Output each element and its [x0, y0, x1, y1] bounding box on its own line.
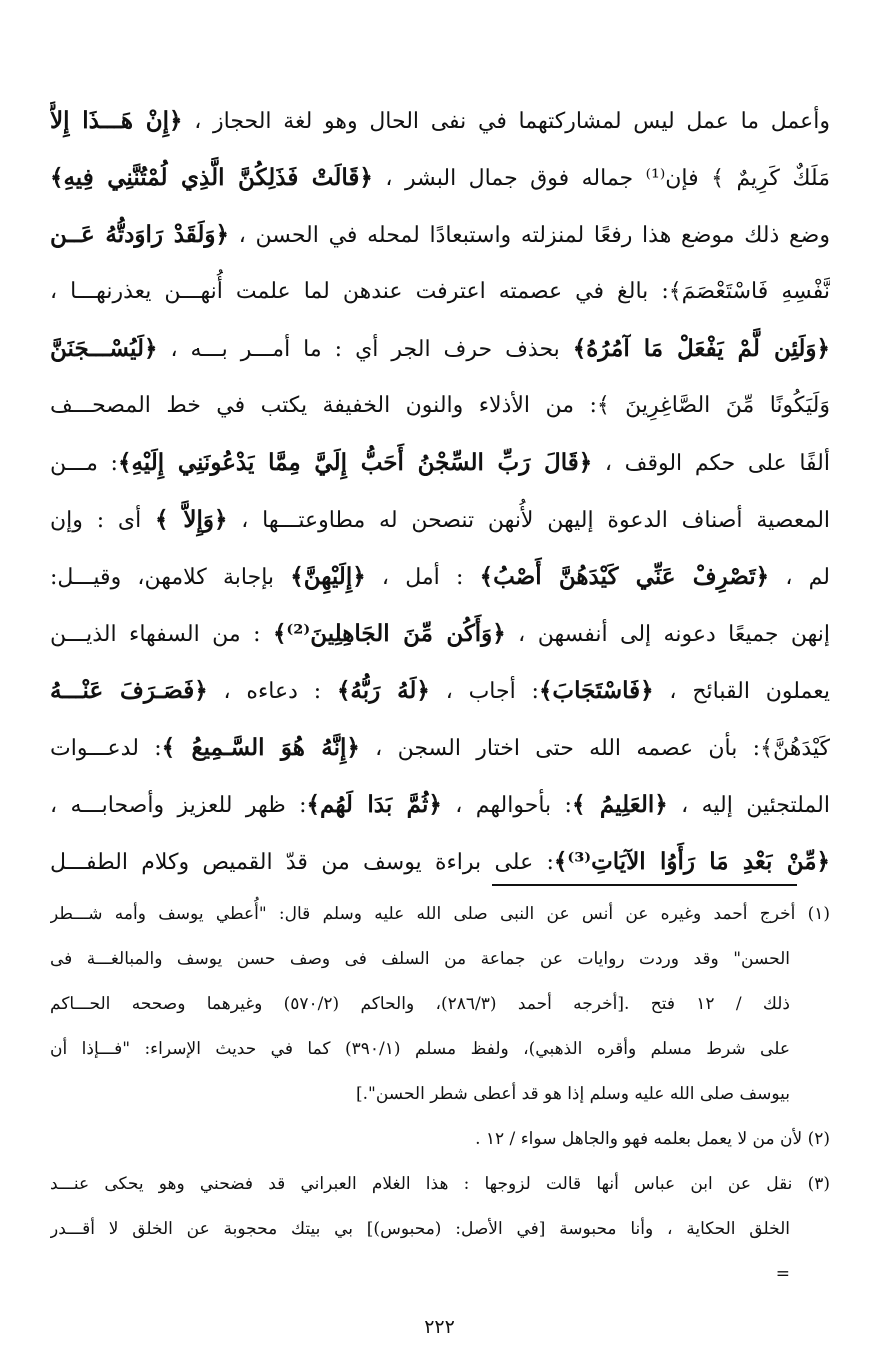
- footnote-line: ذلك / ١٢ فتح .[أخرجه أحمد (٢٨٦/٣)، والحاكم (٥٧٠/٢) وغيرهما وصححه الحـــاكم: [50, 994, 790, 1014]
- text-line: المعصية أصناف الدعوة إليهن لأُنهن تنصحن له مطاوعتـــها ، ﴿وَإِلاَّ ﴾ أى : وإن: [50, 506, 830, 533]
- text-line: يعملون القبائح ، ﴿فَاسْتَجَابَ﴾: أجاب ، ﴿لَهُ رَبُّهُ﴾ : دعاءه ، ﴿فَصَـرَفَ عَنْـــهُ: [50, 677, 830, 704]
- text-line: الملتجئين إليه ، ﴿العَلِيمُ ﴾: بأحوالهم ، ﴿ثُمَّ بَدَا لَهُم﴾: ظهر للعزيز وأصحابـــه ،: [50, 791, 830, 818]
- footnote-line: الخلق الحكاية ، وأنا محبوسة [في الأصل: (محبوس)] بي بيتك محجوبة عن الخلق لا أقـــدر: [50, 1219, 790, 1239]
- page-number: ٢٢٢: [424, 1316, 455, 1338]
- text-line: ﴿وَلَئِن لَّمْ يَفْعَلْ مَا آمُرُهُ﴾ بحذف حرف الجر أي : ما أمـــر بـــه ، ﴿لَيُسْـــجَنَنَّ: [50, 335, 830, 362]
- footnote-line: (١) أخرج أحمد وغيره عن أنس عن النبى صلى الله عليه وسلم قال: "أُعطي يوسف وأمه شـــطر: [50, 904, 830, 924]
- text-line: نَّفْسِهِ فَاسْتَعْصَمَ﴾: بالغ في عصمته اعترفت عندهن لما علمت أُنهـــن يعذرنهـــا ،: [50, 279, 830, 304]
- footnote-separator: [492, 884, 797, 886]
- main-text: [50, 92, 830, 890]
- footnote-line: (٣) نقل عن ابن عباس أنها قالت لزوجها : هذا الغلام العبراني قد فضحني وهو يحكى عنـــد: [50, 1174, 830, 1194]
- footnote-line: =: [775, 1264, 790, 1284]
- text-line: وَلَيَكُونًا مِّنَ الصَّاغِرِينَ ﴾: من الأذلاء والنون الخفيفة يكتب في خط المصحـــف: [50, 393, 830, 418]
- footnote-line: الحسن" وقد وردت روايات عن جماعة من السلف فى وصف حسن يوسف والمبالغـــة فى: [50, 949, 790, 969]
- text-line: إنهن جميعًا دعونه إلى أنفسهن ، ﴿وَأَكُن مِّنَ الجَاهِلِينَ⁽²⁾﴾ : من السفهاء الذيـــن: [50, 620, 830, 647]
- footnotes: [50, 892, 830, 1297]
- text-line: وأعمل ما عمل ليس لمشاركتهما في نفى الحال وهو لغة الحجاز ، ﴿إِنْ هَـــذَا إِلاَّ: [50, 107, 830, 134]
- footnote-line: بيوسف صلى الله عليه وسلم إذا هو قد أعطى شطر الحسن".]: [355, 1084, 790, 1104]
- footnote-line: (٢) لأن من لا يعمل بعلمه فهو والجاهل سواء / ١٢ .: [475, 1129, 830, 1149]
- text-line: مَلَكٌ كَرِيمٌ ﴾ فإن⁽¹⁾ جماله فوق جمال البشر ، ﴿قَالَتْ فَذَلِكُنَّ الَّذِي لُمْتُنَّنِي فِيهِ﴾: [50, 164, 830, 191]
- text-line: وضع ذلك موضع هذا رفعًا لمنزلته واستبعادًا لمحله في الحسن ، ﴿وَلَقَدْ رَاوَدتُّهُ عَــن: [50, 221, 830, 248]
- text-line: كَيْدَهُنَّ﴾: بأن عصمه الله حتى اختار السجن ، ﴿إِنَّهُ هُوَ السَّـمِيعُ ﴾: لدعـــوات: [50, 734, 830, 761]
- text-line: ﴿مِّنْ بَعْدِ مَا رَأَوُا الآيَاتِ⁽³⁾﴾: على براءة يوسف من قدّ القميص وكلام الطفـــل: [50, 848, 830, 875]
- footnote-line: على شرط مسلم وأقره الذهبي)، ولفظ مسلم (٣٩٠/١) كما في حديث الإسراء: "فـــإذا أن: [50, 1039, 790, 1059]
- text-line: لم ، ﴿تَصْرِفْ عَنِّي كَيْدَهُنَّ أَصْبُ﴾ : أمل ، ﴿إِلَيْهِنَّ﴾ بإجابة كلامهن، وقيـــل:: [50, 563, 830, 590]
- text-line: ألفًا على حكم الوقف ، ﴿قَالَ رَبِّ السِّجْنُ أَحَبُّ إِلَيَّ مِمَّا يَدْعُونَنِي إِلَيْهِ﴾: مـــن: [50, 449, 830, 476]
